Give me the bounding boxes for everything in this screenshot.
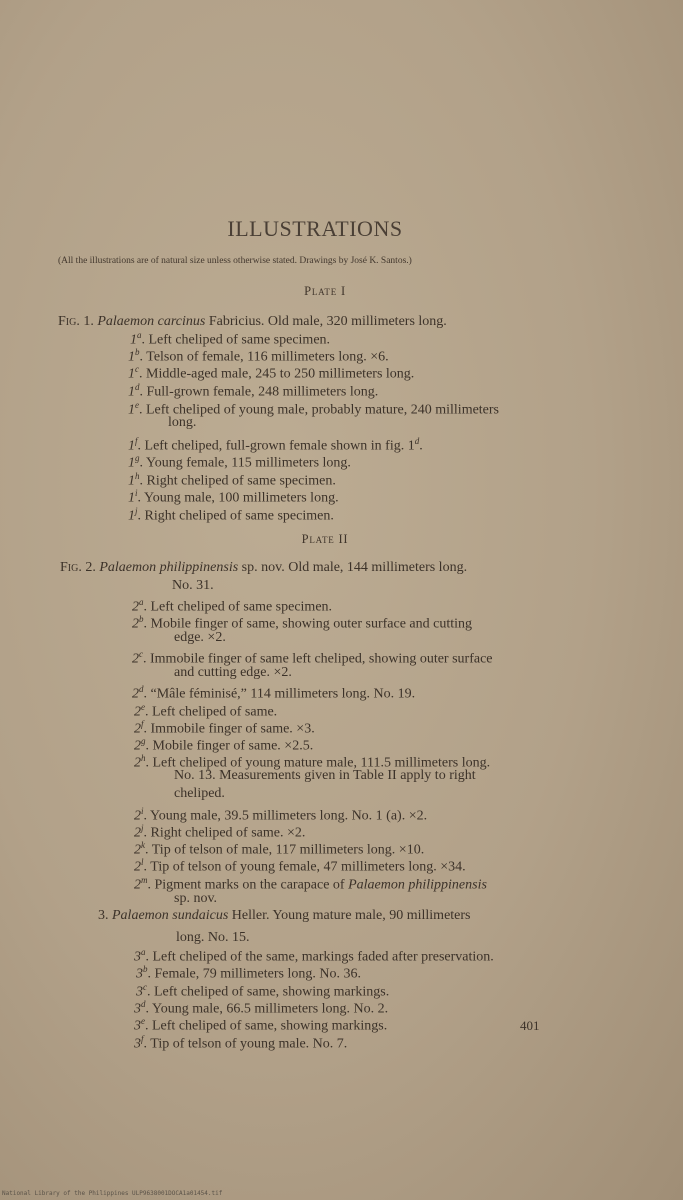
item-superscript: f [135, 436, 138, 446]
item-superscript: i [141, 806, 144, 816]
item-text: . Tip of telson of young female, 47 millimeters long. ×34. [143, 859, 466, 875]
plate-item [174, 785, 225, 802]
item-superscript: b [139, 614, 144, 624]
fig-continuation: long. No. 15. [176, 930, 250, 945]
fig-description: Heller. Young mature male, 90 millimeters [228, 908, 471, 923]
item-text: . Young male, 39.5 millimeters long. No. 1 (a). ×2. [143, 808, 428, 824]
item-text: . Right cheliped of same. ×2. [143, 825, 306, 841]
item-label: 1 [128, 490, 135, 506]
item-text: . Immobile finger of same left cheliped, showing outer surface [143, 651, 493, 667]
item-text: . Right cheliped of same specimen. [139, 473, 336, 489]
item-label: 1 [128, 508, 135, 524]
item-text: . Left cheliped of the same, markings faded after preservation. [145, 949, 494, 965]
item-superscript: a [137, 330, 142, 340]
item-superscript: c [139, 649, 143, 659]
item-superscript: b [143, 964, 148, 974]
plate-item [168, 414, 196, 431]
item-superscript: c [143, 982, 147, 992]
item-text: . Left cheliped of same. [145, 704, 278, 720]
item-superscript: j [141, 823, 144, 833]
item-text: . Young female, 115 millimeters long. [139, 455, 351, 471]
illustrations-note: (All the illustrations are of natural size unless otherwise stated. Drawings by José K. Santos.) [58, 256, 412, 266]
item-italic-text: Palaemon philippinensis [348, 877, 487, 893]
item-label: 3 [134, 949, 141, 965]
item-label: 2 [134, 877, 141, 893]
item-superscript: k [141, 840, 145, 850]
plate-heading: Plate I [304, 284, 346, 298]
item-text: sp. nov. [174, 891, 218, 906]
item-superscript: d [139, 684, 144, 694]
item-label: 2 [134, 721, 141, 737]
item-text: . Young male, 100 millimeters long. [137, 490, 339, 506]
item-label: 1 [128, 455, 135, 471]
item-text: . Right cheliped of same specimen. [137, 508, 334, 524]
item-label: 2 [132, 616, 139, 632]
item-label: 3 [134, 1018, 141, 1034]
fig-continuation: No. 31. [172, 578, 214, 593]
item-superscript: e [141, 1016, 145, 1026]
species-name: Palaemon sundaicus [112, 908, 229, 923]
item-text: . Middle-aged male, 245 to 250 millimeters long. [139, 366, 415, 382]
item-label: 2 [132, 599, 139, 615]
item-text: edge. ×2. [174, 630, 226, 645]
item-label: 1 [128, 438, 135, 454]
fig-heading [98, 907, 471, 924]
item-label: 1 [128, 402, 135, 418]
item-text: cheliped. [174, 786, 225, 801]
item-text: No. 13. Measurements given in Table II apply to right [174, 768, 476, 783]
item-text: . Mobile finger of same, showing outer surface and cutting [143, 616, 473, 632]
item-superscript: f [141, 1034, 144, 1044]
fig-label: 3. [98, 908, 109, 923]
fig-label: Fig. 2. [60, 560, 96, 575]
item-superscript: c [135, 364, 139, 374]
item-superscript: g [135, 453, 140, 463]
item-label: 3 [136, 984, 143, 1000]
item-superscript: l [141, 857, 144, 867]
item-label: 2 [134, 755, 141, 771]
item-text: . “Mâle féminisé,” 114 millimeters long. No. 19. [143, 686, 416, 702]
plate-item [174, 629, 226, 646]
item-text: . Left cheliped of same, showing markings. [145, 1018, 388, 1034]
fig-description: Fabricius. Old male, 320 millimeters long. [205, 314, 447, 329]
item-text: long. [168, 415, 197, 430]
item-tail: . [419, 438, 423, 454]
plate-item [174, 890, 217, 907]
item-superscript: a [139, 597, 144, 607]
item-text: and cutting edge. ×2. [174, 665, 292, 680]
item-text: . Tip of telson of male, 117 millimeters long. ×10. [145, 842, 425, 858]
item-label: 1 [128, 384, 135, 400]
plate-item [128, 503, 334, 525]
item-superscript: a [141, 947, 146, 957]
item-superscript: h [135, 471, 140, 481]
item-text: . Left cheliped, full-grown female shown in fig. 1 [137, 438, 415, 454]
item-text: . Young male, 66.5 millimeters long. No. 2. [145, 1001, 389, 1017]
item-superscript: h [141, 753, 146, 763]
item-label: 2 [132, 651, 139, 667]
item-text: . Telson of female, 116 millimeters long. ×6. [139, 349, 389, 365]
item-superscript: f [141, 719, 144, 729]
item-text: . Left cheliped of same, showing markings. [147, 984, 390, 1000]
item-label: 3 [134, 1001, 141, 1017]
fig-label: Fig. 1. [58, 314, 94, 329]
item-superscript: g [141, 736, 146, 746]
item-label: 2 [134, 808, 141, 824]
item-text: . Left cheliped of same specimen. [143, 599, 333, 615]
scan-footer: National Library of the Philippines ULP9638001DOCA1a01454.tif [2, 1190, 223, 1197]
item-text: . Left cheliped of young mature male, 111.5 millimeters long. [145, 755, 491, 771]
item-label: 1 [128, 366, 135, 382]
fig-description: sp. nov. Old male, 144 millimeters long. [238, 560, 468, 575]
item-text: . Pigment marks on the carapace of [147, 877, 349, 893]
item-superscript: j [135, 506, 138, 516]
item-superscript: d [135, 382, 140, 392]
plate-heading: Plate II [301, 532, 349, 546]
item-label: 3 [134, 1036, 141, 1052]
species-name: Palaemon philippinensis [99, 560, 239, 575]
item-label: 1 [128, 349, 135, 365]
plate-item [174, 664, 292, 681]
item-label: 2 [134, 859, 141, 875]
item-text: . Female, 79 millimeters long. No. 36. [147, 966, 361, 982]
fig-heading [60, 559, 467, 576]
item-label: 2 [132, 686, 139, 702]
item-superscript: b [135, 347, 140, 357]
plate-item [134, 1031, 347, 1053]
item-label: 2 [134, 738, 141, 754]
item-superscript: e [135, 400, 139, 410]
plate-item [174, 767, 476, 784]
item-text: . Left cheliped of young male, probably mature, 240 millimeters [139, 402, 500, 418]
item-label: 1 [128, 473, 135, 489]
page-number: 401 [520, 1018, 540, 1033]
item-text: . Tip of telson of young male. No. 7. [143, 1036, 348, 1052]
species-name: Palaemon carcinus [97, 314, 206, 329]
item-label: 1 [130, 332, 137, 348]
item-superscript: d [141, 999, 146, 1009]
page-title: ILLUSTRATIONS [227, 216, 403, 241]
item-ref-superscript: d [414, 436, 420, 446]
item-label: 2 [134, 842, 141, 858]
item-text: . Left cheliped of same specimen. [141, 332, 331, 348]
item-label: 2 [134, 825, 141, 841]
item-text: . Full-grown female, 248 millimeters long. [139, 384, 379, 400]
item-superscript: e [141, 702, 145, 712]
item-text: . Mobile finger of same. ×2.5. [145, 738, 314, 754]
item-superscript: i [135, 488, 138, 498]
item-text: . Immobile finger of same. ×3. [143, 721, 315, 737]
item-label: 2 [134, 704, 141, 720]
item-superscript: m [141, 875, 148, 885]
item-label: 3 [136, 966, 143, 982]
